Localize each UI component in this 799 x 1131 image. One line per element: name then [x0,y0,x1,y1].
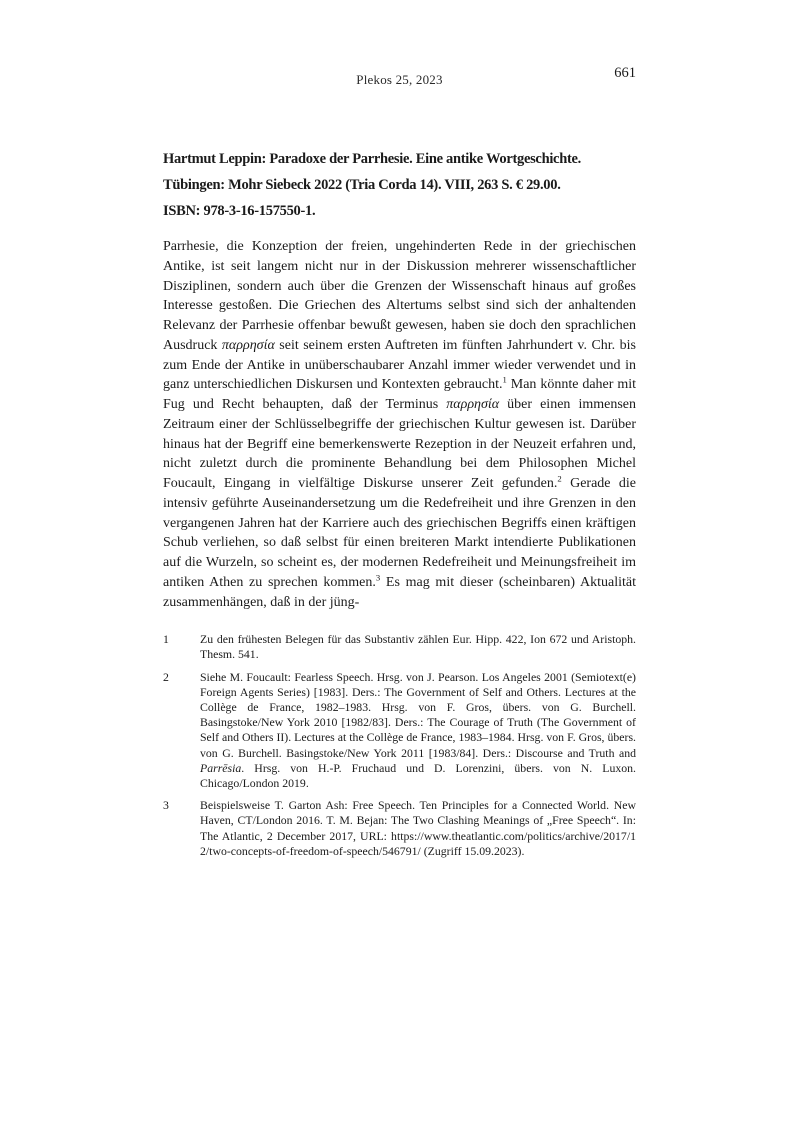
footnote-number: 1 [163,632,169,647]
body-segment: Es mag mit dieser (scheinbaren) Aktualität zusammenhängen, daß in der jüng- [163,574,636,610]
body-segment: Gerade die intensiv geführte Auseinandersetzung um die Redefreiheit und ihre Grenzen in den vergangenen Jahren hat der Karriere auch des griechischen Begriffs einen kräftigen Schub verliehen, so daß selbst für einen breiteren Markt intendierte Publikationen auf die Wurzeln, so scheint es, der modernen Redefreiheit und Meinungsfreiheit im antiken Athen zu sprechen kommen. [163,476,636,590]
footnote-number: 3 [163,798,169,813]
footnote-segment: Beispielsweise T. Garton Ash: Free Speech. Ten Principles for a Connected World. New Haven, CT/London 2016. T. M. Bejan: The Two Clashing Meanings of „Free Speech“. In: The Atlantic, 2 December 2017, URL: [200,798,636,843]
page-header [163,65,636,89]
footnote-text [200,670,636,792]
body-segment: Man könnte daher mit Fug und Recht behaupten, daß der Terminus [163,377,637,413]
greek-term-parrhesia: παρρησία [221,337,275,353]
body-paragraph [163,237,636,612]
page-number: 661 [614,65,636,81]
body-segment: Parrhesie, die Konzeption der freien, ungehinderten Rede in der griechischen Antike, ist seit langem nicht nur in der Diskussion mehrerer wissenschaftlicher Disziplinen, sondern auch über die Grenzen der Wissenschaft hinaus auf großes Interesse gestoßen. Die Griechen des Altertums selbst sind sich der anhaltenden Relevanz der Parrhesie offenbar bewußt gewesen, haben sie doch den sprachlichen Ausdruck [163,239,636,353]
footnote-ref-3: 3 [375,572,381,583]
footnote-ref-1: 1 [502,374,507,385]
footnote-segment: Zu den frühesten Belegen für das Substantiv zählen Eur. Hipp. 422, Ion 672 und Aristoph. Thesm. 541. [200,632,636,662]
journal-header: Plekos 25, 2023 [356,72,443,87]
review-title-line: ISBN: 978-3-16-157550-1. [163,203,316,220]
footnote-url-link[interactable]: https://www.theatlantic.com/politics/archive/2017/12/two-concepts-of-freedom-of-speech/546791/ [200,828,636,858]
footnote-1 [163,632,636,662]
footnote-number: 2 [163,669,169,684]
footnote-ref-2: 2 [557,473,562,484]
footnote-text [200,632,636,662]
footnote-segment: Siehe M. Foucault: Fearless Speech. Hrsg. von J. Pearson. Los Angeles 2001 (Semiotext(e) Foreign Agents Series) [1983]. Ders.: The Government of Self and Others. Lectures at the Collège de France, 1982–1983. Hrsg. von F. Gros, übers. von G. Burchell. Basingstoke/New York 2010 [1982/83]. Ders.: The Courage of Truth (The Government of Self and Others II). Lectures at the Collège de France, 1983–1984. Hrsg. von F. Gros, übers. von G. Burchell. Basingstoke/New York 2011 [1983/84]. Ders.: Discourse and Truth and [200,669,636,760]
body-segment: seit seinem ersten Auftreten im fünften Jahrhundert v. Chr. bis zum Ende der Antike in unüberschaubarer Anzahl immer wieder verwendet und in ganz unterschiedlichen Diskursen und Kontexten gebraucht. [163,337,636,393]
footnote-3 [163,798,636,859]
footnote-2 [163,670,636,792]
review-title-line: Hartmut Leppin: Paradoxe der Parrhesie. Eine antike Wortgeschichte. [163,151,581,167]
footnote-segment: (Zugriff 15.09.2023). [420,843,525,858]
footnote-segment: . Hrsg. von H.-P. Fruchaud und D. Lorenzini, übers. von N. Luxon. Chicago/London 2019. [200,760,636,791]
footnotes-section [163,632,636,859]
review-title [163,146,636,224]
review-title-line: Tübingen: Mohr Siebeck 2022 (Tria Corda 14). VIII, 263 S. € 29.00. [163,177,561,194]
footnote-italic-title: Parrēsia [200,760,242,775]
footnote-text [200,798,636,859]
body-segment: über einen immensen Zeitraum einer der Schlüsselbegriffe der griechischen Kultur gewesen ist. Darüber hinaus hat der Begriff eine bemerkenswerte Rezeption in der Neuzeit erfahren und, nicht zuletzt durch die prominente Behandlung bei dem Philosophen Michel Foucault, Eingang in vielfältige Diskurse unserer Zeit gefunden. [163,397,636,492]
greek-term-parrhesia: παρρησία [446,397,500,413]
